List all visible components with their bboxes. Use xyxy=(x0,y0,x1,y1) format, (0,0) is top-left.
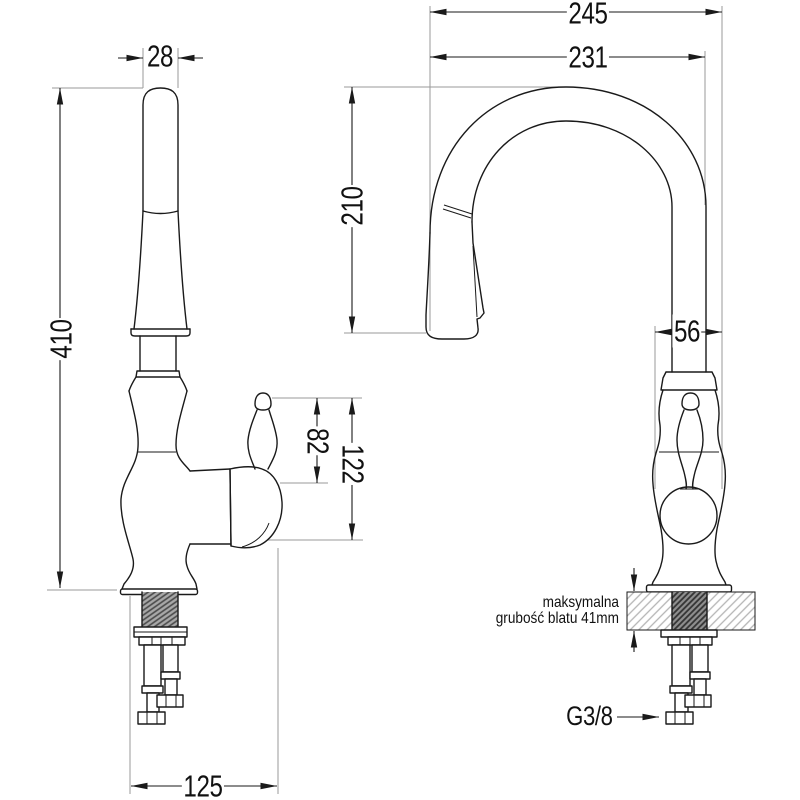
lever-handle-front xyxy=(682,393,699,410)
threaded-shank xyxy=(142,592,178,627)
spout-tube xyxy=(143,88,178,211)
thread-size-label: G3/8 xyxy=(566,700,613,731)
dim-label-base-depth: 125 xyxy=(182,770,224,800)
gooseneck-inner xyxy=(472,121,672,372)
body-outline xyxy=(121,391,138,589)
mounting-washer xyxy=(661,630,717,637)
hose-nut xyxy=(685,695,711,707)
countertop-section xyxy=(627,592,755,630)
spout-ring xyxy=(660,487,717,544)
hose-nut xyxy=(157,695,183,707)
body-outline xyxy=(652,390,663,585)
dim-label-body-width: 56 xyxy=(673,313,701,349)
dim-label-handle-height: 82 xyxy=(300,427,336,455)
left-faucet-mounting xyxy=(134,592,187,724)
dim-label-spout-height: 210 xyxy=(334,186,370,226)
supply-hose xyxy=(144,645,161,686)
supply-hose xyxy=(672,645,690,686)
dim-label-total-reach: 245 xyxy=(567,0,609,30)
hose-nut xyxy=(138,712,165,724)
supply-hose xyxy=(692,645,708,672)
body-collar xyxy=(129,377,187,391)
threaded-shank xyxy=(672,592,707,630)
gooseneck-outer xyxy=(430,87,706,372)
hose-nut xyxy=(666,712,693,724)
left-faucet-side-view xyxy=(121,88,283,595)
right-faucet-mounting xyxy=(661,630,717,724)
dim-label-spout-reach: 231 xyxy=(568,39,608,75)
dim-label-total-height: 410 xyxy=(43,319,79,359)
spray-head-cap xyxy=(230,467,282,548)
riser-collar xyxy=(661,372,717,390)
dim-label-spout-width: 28 xyxy=(146,38,174,74)
lever-handle xyxy=(255,393,271,410)
supply-hose xyxy=(163,645,178,672)
dim-label-head-height: 122 xyxy=(335,444,371,484)
base-plate xyxy=(647,585,732,592)
note-line-1: maksymalna xyxy=(542,594,619,611)
countertop-thickness-note xyxy=(496,595,619,627)
spout-cone xyxy=(134,211,143,329)
spout-joint xyxy=(140,336,176,371)
note-line-2: grubość blatu 41mm xyxy=(495,610,619,627)
